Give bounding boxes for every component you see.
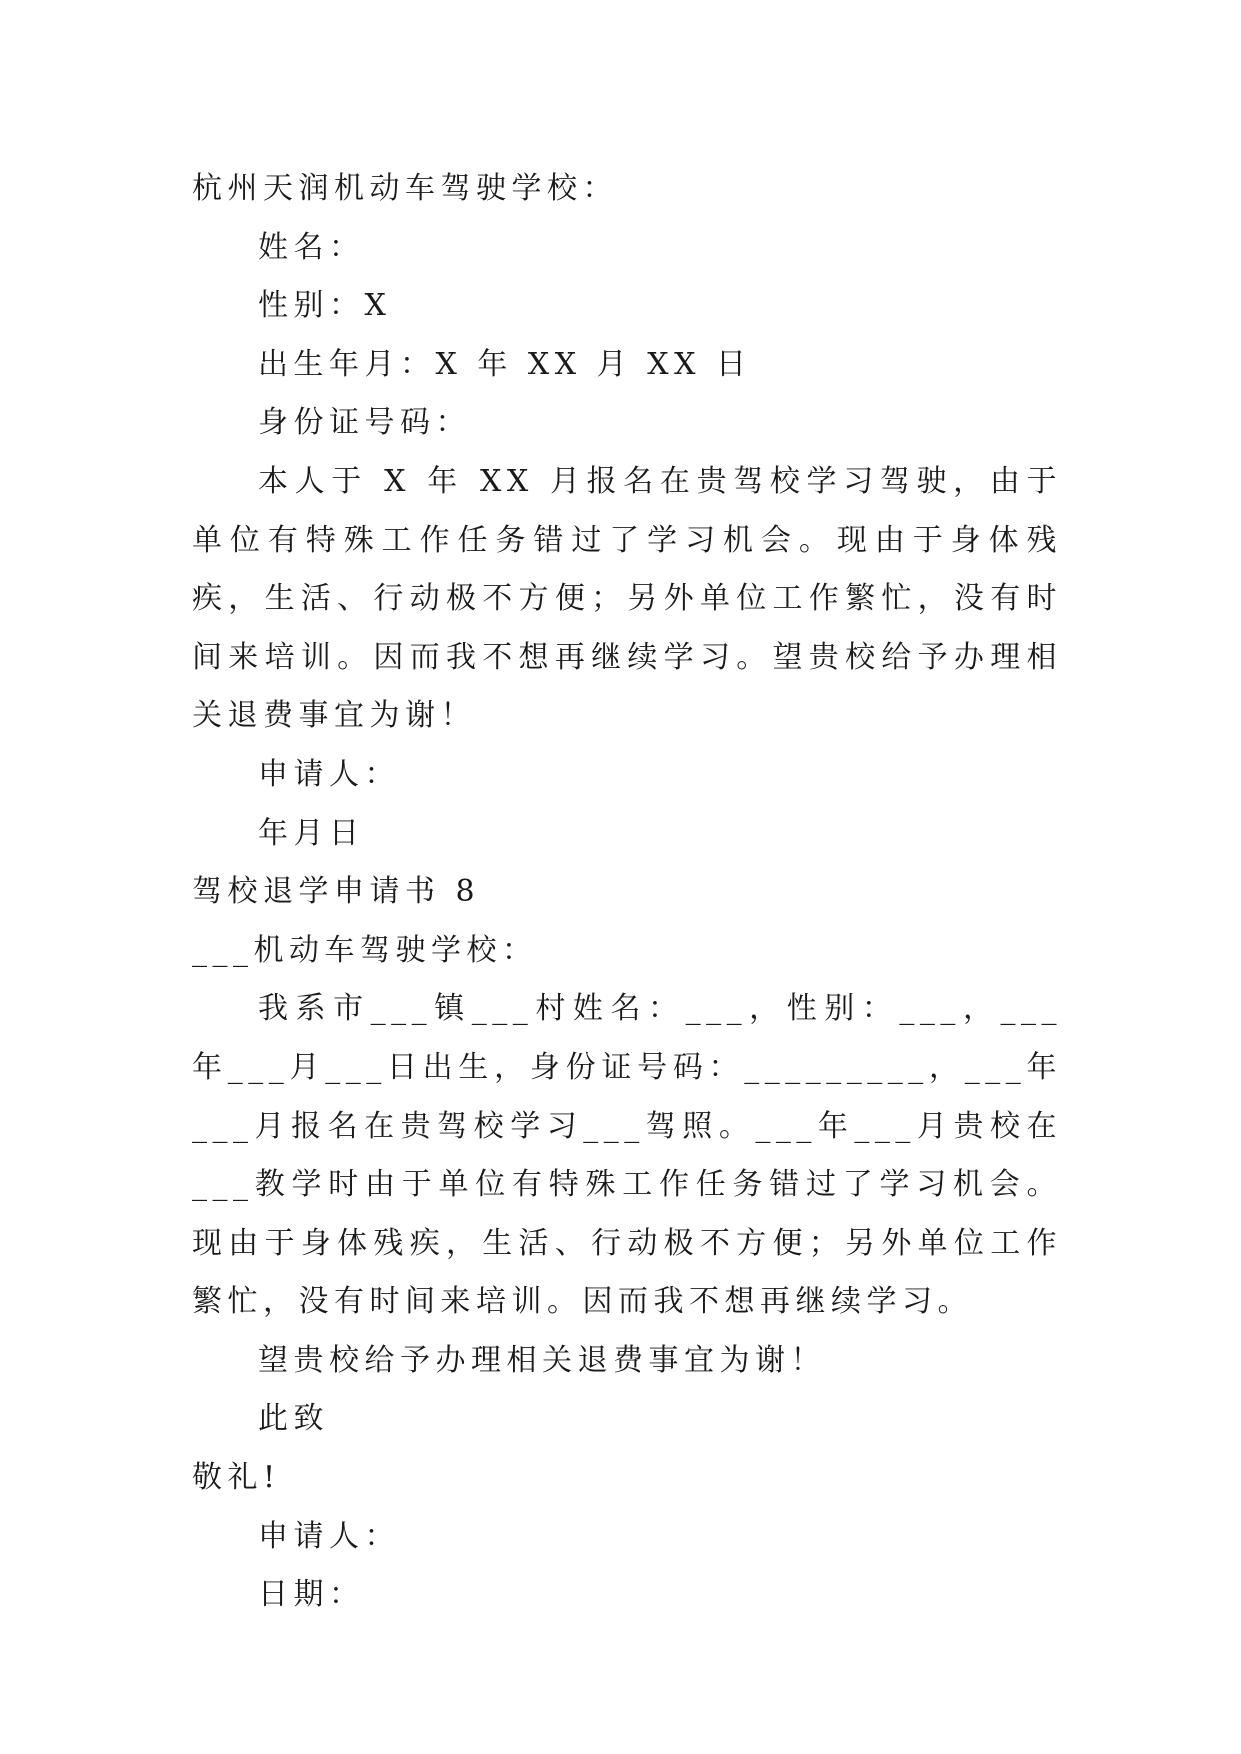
letter1-id-line: 身份证号码： xyxy=(258,405,471,441)
letter2-closing: 此致 xyxy=(258,1401,329,1437)
letter2-title: 驾校退学申请书 8 xyxy=(192,874,481,910)
letter1-body: 本人于 X 年 XX 月报名在贵驾校学习驾驶，由于单位有特殊工作任务错过了学习机会。现由于身体残疾，生活、行动极不方便；另外单位工作繁忙，没有时间来培训。因而我不想再继续学习。望贵校给予办理相关退费事宜为谢！ xyxy=(192,463,1062,734)
letter1-birth-line: 出生年月：X 年 XX 月 XX 日 xyxy=(258,346,752,382)
letter2-date: 日期： xyxy=(258,1577,365,1613)
letter2-recipient: ___机动车驾驶学校： xyxy=(192,932,538,968)
letter2-applicant: 申请人： xyxy=(258,1518,400,1554)
letter2-salute: 敬礼! xyxy=(192,1460,281,1496)
letter1-applicant: 申请人： xyxy=(258,756,400,792)
letter1-gender-line: 性别：X xyxy=(258,288,392,324)
letter1-date: 年月日 xyxy=(258,815,365,851)
document-page xyxy=(192,160,1062,1625)
letter2-request: 望贵校给予办理相关退费事宜为谢！ xyxy=(258,1342,826,1378)
letter2-body: 我系市___镇___村姓名：___，性别：___，___年___月___日出生，身份证号码：_________，___年___月报名在贵驾校学习___驾照。___年___月贵校在___教学时由于单位有特殊工作任务错过了学习机会。现由于身体残疾，生活、行动极不方便；另外单位工作繁忙，没有时间来培训。因而我不想再继续学习。 xyxy=(192,991,1062,1320)
letter1-name-line: 姓名： xyxy=(258,229,365,265)
letter1-recipient: 杭州天润机动车驾驶学校： xyxy=(192,171,618,206)
